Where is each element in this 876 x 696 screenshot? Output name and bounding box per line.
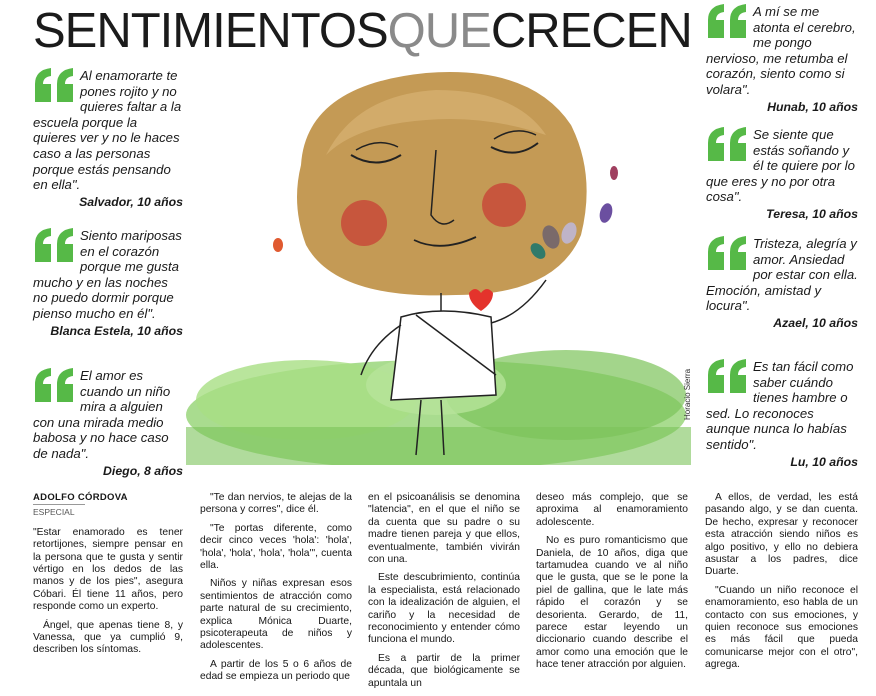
quote-text: Tristeza, alegría y amor. Ansiedad por estar con ella. Emoción, amistad y locura". (706, 236, 858, 314)
quote-diego (33, 368, 183, 479)
article-column-3 (368, 492, 520, 696)
illustration-credit: Horacio Sierra (683, 368, 692, 420)
quote-text: Se siente que estás soñando y él te quiere por lo que eres y no por otra cosa". (706, 127, 855, 205)
headline (33, 3, 692, 59)
paragraph: "Te dan nervios, te alejas de la persona y corres", dice él. (200, 492, 352, 516)
quote-mark-icon (706, 4, 750, 38)
paragraph: "Te portas diferente, como decir cinco veces 'hola': 'hola', 'hola', 'hola', 'hola', 'hola'", cuenta ella. (200, 522, 352, 572)
quote-text: A mí se me atonta el cerebro, me pongo nervioso, me retumba el corazón, siento como si volara". (706, 4, 856, 97)
quote-lu (706, 359, 858, 470)
quote-author: Lu, 10 años (790, 454, 858, 469)
quote-author: Blanca Estela, 10 años (50, 323, 183, 338)
quote-azael (706, 236, 858, 332)
quote-author: Hunab, 10 años (767, 99, 858, 114)
headline-part2: QUE (387, 4, 491, 58)
potato-illustration (186, 55, 691, 465)
quote-hunab (706, 4, 858, 115)
quote-mark-icon (33, 228, 77, 262)
article-column-1 (33, 492, 183, 663)
quote-salvador (33, 68, 183, 210)
quote-mark-icon (33, 368, 77, 402)
quote-blanca (33, 228, 183, 339)
quote-text: Al enamorarte te pones rojito y no quieres faltar a la escuela porque la quieres ver y no le haces caso a las personas porque estás pensando en ella". (33, 68, 182, 193)
quote-mark-icon (33, 68, 77, 102)
section-label: ESPECIAL (33, 504, 85, 518)
article-column-5 (705, 492, 858, 678)
paragraph: No es puro romanticismo que Daniela, de 10 años, diga que tartamudea cuando ve al niño que le gusta, que se le pone la piel de gallina, que le late más rápido el corazón y se desorienta. Gerardo, de 11, parece estar leyendo un diccionario cuando describe el amor como una emoción que le hace tener atracción por alguien. (536, 535, 688, 671)
paragraph: "Cuando un niño reconoce el enamoramiento, eso habla de un contacto con sus emociones, y quien reconoce sus emociones es más fácil que pueda comunicarse mejor con el otro", agrega. (705, 584, 858, 671)
quote-mark-icon (706, 127, 750, 161)
paragraph: en el psicoanálisis se denomina "latencia", en el que el niño se da cuenta que su padre o su madre tienen pareja y que ellos, eventualmente, también vivirán con una. (368, 492, 520, 566)
byline: ADOLFO CÓRDOVA (33, 492, 128, 503)
paragraph: Ángel, que apenas tiene 8, y Vanessa, que ya cumplió 9, describen los síntomas. (33, 619, 183, 656)
paragraph: A ellos, de verdad, les está pasando algo, y se dan cuenta. De hecho, expresar y reconocer esta atracción siendo niños es algo positivo, y ello no debiera asustar a los padres, dice Duarte. (705, 492, 858, 578)
paragraph: Este descubrimiento, continúa la especialista, está relacionado con la idealización de alguien, el cariño y la necesidad de reconocimiento y entender cómo funciona el mundo. (368, 572, 520, 646)
quote-author: Teresa, 10 años (766, 206, 858, 221)
quote-text: Siento mariposas en el corazón porque me gusta mucho y en las noches no puedo dormir porque pienso mucho en él". (33, 228, 182, 321)
left-cheek (341, 200, 387, 246)
headline-part3: CRECEN (490, 4, 692, 58)
right-cheek (482, 183, 526, 227)
quote-author: Diego, 8 años (103, 463, 183, 478)
paragraph: deseo más complejo, que se aproxima al enamoramiento adolescente. (536, 492, 688, 528)
quote-mark-icon (706, 236, 750, 270)
potato-head (297, 72, 587, 295)
paragraph: Es a partir de la primer década, que biológicamente se apuntala un (368, 652, 520, 689)
headline-part1: SENTIMIENTOS (33, 4, 388, 58)
paragraph: "Estar enamorado es tener retortijones, siempre pensar en la persona que te gusta y sentir vértigo en los dedos de las manos y de los pies", asegura Cóbari. Él tiene 11 años, pero responde como un experto. (33, 526, 183, 613)
quote-author: Salvador, 10 años (79, 194, 183, 209)
quote-text: El amor es cuando un niño mira a alguien con una mirada medio babosa y no hace caso de nada". (33, 368, 171, 461)
quote-teresa (706, 127, 858, 223)
article-column-4 (536, 492, 688, 678)
quote-author: Azael, 10 años (773, 315, 858, 330)
quote-mark-icon (706, 359, 750, 393)
paragraph: A partir de los 5 o 6 años de edad se empieza un periodo que (200, 658, 352, 683)
article-column-2 (200, 492, 352, 690)
quote-text: Es tan fácil como saber cuándo tienes hambre o sed. Lo reconoces aunque nunca lo habías sentido". (706, 359, 854, 452)
paragraph: Niños y niñas expresan esos sentimientos de atracción como parte natural de su crecimiento, explica Mónica Duarte, psicoterapeuta de niños y adolescentes. (200, 578, 352, 652)
